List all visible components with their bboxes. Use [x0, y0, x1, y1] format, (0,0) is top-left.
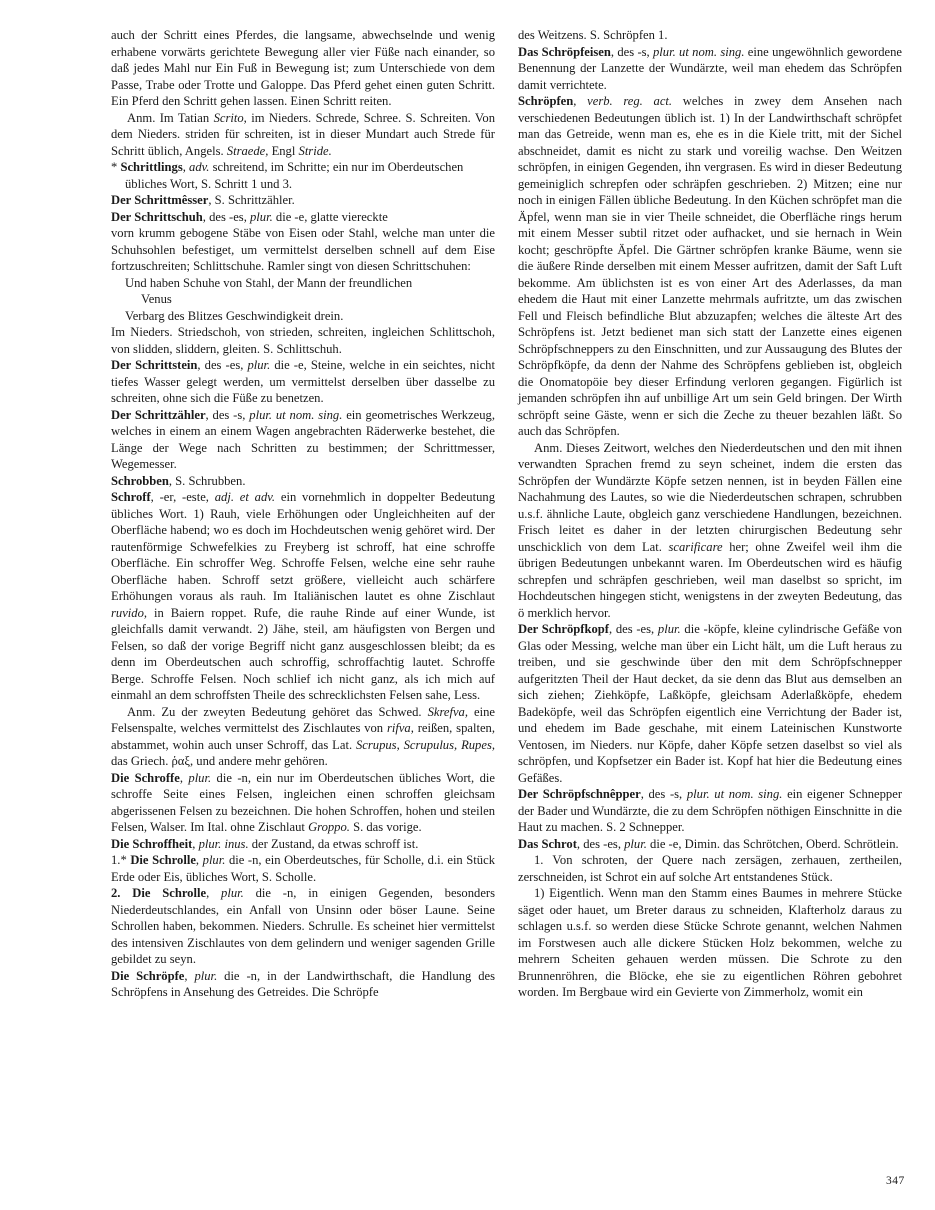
entry-schroff: Schroff, -er, -este, adj. et adv. ein vornehmlich in doppelter Bedeutung übliches Wort. 1) Rauh, viele Erhöhungen oder Ungleichheiten auf der Oberfläche habend; wo es doch im Hochdeutschen wenig gehöret wird. Der rautenförmige Schwefelkies zu Freyberg ist schroff, hat eine schroffe Oberfläche. Ein schroffer Weg. Schroffe Felsen, welche eine sehr rauhe Oberfläche haben. Schroff setzt größere, vielleicht auch schärfere Erhöhungen voraus als rauh. Im Italiänischen lautet es ohne Zischlaut ruvido, in Baiern roppet. Rufe, die rauhe Rinde auf einer Wunde, ist gleichfalls damit verwandt. 2) Jähe, steil, am häufigsten von Bergen und Felsen, so daß der vorige Begriff nicht ganz ausgeschlossen bleibt; da es denn im Oberdeutschen auch schroffig, schroffachtig lautet. Schroffe Berge. Schroffe Felsen. Noch schlief ich nicht ganz, als ich mich auf einmahl an dem schroffsten Theile des schrecklichsten Felsen sahe, Less.	[111, 490, 495, 702]
verse-line-2: Venus	[141, 292, 172, 306]
entry-schroepfen-anm: Anm. Dieses Zeitwort, welches den Niederdeutschen und den mit ihnen verwandten Sprachen fremd zu seyn scheinet, indem die ersten das Schröpfen der Wundärzte Köpfe setzen nennen, ist in beyden Fällen eine Nachahmung des Lautes, so wie die Niederdeutschen schrapen, schrubben u.s.f. ähnliche Laute, obgleich ganz verschiedene Handlungen, bezeichnen. Frisch leitet es daher in der letzten chirurgischen Bedeutung sehr unschicklich von dem Lat. scarificare her; ohne Zweifel weil ihm die übrigen Bedeutungen unbekannt waren. Im Oberdeutschen wird es häufig schrepfen und schräpfen geschrieben, weil man daselbst so spricht, im Hochdeutschen hingegen sticht, wenigstens in der zweyten Bedeutung, das ö merklich hervor.	[518, 440, 902, 620]
entry-schroepfkopf: Der Schröpfkopf, des -es, plur. die -köpfe, kleine cylindrische Gefäße von Glas oder Messing, welche man über ein Licht hält, um die Luft heraus zu treiben, und sie geschwinde über den mit dem Schröpfschnepper aufgeritzten Theil der Haut decket, da sie denn das Blut aus demselben an sich ziehen; Ziehköpfe, Laßköpfe, gleichsam Aderlaßköpfe, ehedem Badeköpfe, weil das Schröpfen eigentlich eine Verrichtung der Bader ist, und ehedem im Bade geschahe, mit einem Lateinischen Kunstworte Ventosen, im Nieders. nur Köpfe, daher Köpfe setzen daselbst so viel als schröpfen, und Kopfsetzer ein Bader ist. Kopf hat hier die Bedeutung eines Gefäßes.	[518, 622, 902, 785]
entry-schrittschuh-nieders: Im Nieders. Striedschoh, von strieden, schreiten, ingleichen Schlittschoh, von slidden, sliddern, gleiten. S. Schlittschuh.	[111, 325, 495, 356]
entry-schroepfschnepper: Der Schröpfschnêpper, des -s, plur. ut nom. sing. ein eigener Schnepper der Bader und Wundärzte, die zu dem Schröpfen nöthigen Einschnitte in die Haut zu machen. S. 2 Schnepper.	[518, 787, 903, 834]
entry-schrittschuh-cont: vorn krumm gebogene Stäbe von Eisen oder Stahl, welche man unter die Schuhsohlen befestiget, um vermittelst derselben schnell auf dem Eise fortzuschreiten; Schlittschuhe. Ramler singt von diesen Schrittschuhen:	[111, 226, 495, 273]
paragraph-schritt-anm: Anm. Im Tatian Scrito, im Nieders. Schrede, Schree. S. Schreiten. Von dem Nieders. striden für schreiten, ist in dieser Mundart auch Strede für Schritt üblich, Angels. Straede, Engl Stride.	[111, 110, 495, 158]
entry-schrolle-1: 1.* Die Schrolle, plur. die -n, ein Oberdeutsches, für Scholle, d.i. ein Stück Erde oder Eis, übliches Wort, S. Scholle.	[111, 853, 495, 884]
entry-schrolle-2: 2. Die Schrolle, plur. die -n, in einigen Gegenden, besonders Niederdeutschlandes, ein Anfall von Unsinn oder böser Laune. Seine Schrollen haben, bekommen. Nieders. Schrulle. Es scheinet hier vermittelst des intensiven Zischlautes von dem gelindern und weniger sagenden Grille gebildet zu seyn.	[111, 886, 496, 966]
entry-schrittlings-cont: übliches Wort, S. Schritt 1 und 3.	[125, 176, 293, 191]
right-column	[518, 27, 902, 1001]
entry-schroepfe-cont: des Weitzens. S. Schröpfen 1.	[518, 28, 668, 42]
entry-schrittlings: * Schrittlings, adv. schreitend, im Schritte; ein nur im Oberdeutschen	[111, 160, 464, 174]
entry-schrobben: Schrobben, S. Schrubben.	[111, 473, 246, 488]
entry-schrittzaehler: Der Schrittzähler, des -s, plur. ut nom. sing. ein geometrisches Werkzeug, welches in einem an einem Wagen angebrachten Räderwerke bestehet, die Länge der Wege nach Schritten zu bestimmen; der Schrittmesser, Wegemesser.	[111, 407, 495, 471]
page-number: 347	[886, 1175, 905, 1187]
entry-schroepfe: Die Schröpfe, plur. die -n, in der Landwirthschaft, die Handlung des Schröpfens in Ansehung des Getreides. Die Schröpfe	[111, 968, 496, 999]
entry-schrot-sense-1-1: 1) Eigentlich. Wenn man den Stamm eines Baumes in mehrere Stücke säget oder hauet, um Breter daraus zu schneiden, Klafterholz daraus zu schlagen u.s.f. so werden diese Stücke Schrote genannt, welchen Nahmen im Forstwesen auch alle dickere Stücken Holz bekommen, welche zu mehrern Scheiten gehauen werden müssen. Die Schrote zu den Brunnenröhren, die Blöcke, ehe sie zu eigentlichen Röhren gebohret worden. Im Bergbaue wird ein Gevierte von Zimmerholz, womit ein	[518, 886, 902, 999]
entry-schroepfen: Schröpfen, verb. reg. act. welches in zwey dem Ansehen nach verschiedenen Bedeutungen üblich ist. 1) In der Landwirthschaft schröpfet man das Getreide, wenn man es, ehe es in die Kiele tritt, mit der Sichel abschneidet, damit es nicht zu stark und voreilig wachse. Den Weitzen schröpfen, in einigen Gegenden, ihn vergrasen. Es wird in dieser Bedeutung gemeiniglich schrepfen oder schräpfen geschrieben. 2) Mitzen; eine nur noch in einigen Fällen übliche Bedeutung. In den Küchen schröpfet man die Äpfel, wenn man sie in vier Theile schneidet, die Oberfläche rings herum mit einem Messer subtil ritzet oder aufhacket, und sie hernach in Wein kocht; geschröpfte Äpfel. Die Gärtner schröpfen kranke Bäume, wenn sie die äußere Rinde derselben mit einem Messer aufritzen, damit der Saft Luft bekomme. Am üblichsten ist es von einer Art des Aderlasses, da man ehedem die Haut mit einer Lanzette mehrmals aufritzte, um das zwischen Fell und Fleisch befindliche Blut abzuzapfen; welches die älteste Art des Schröpfens ist. Jetzt bedienet man sich statt der Lanzette eines eigenen Schröpfschneppers zu den Einschnitten, und zur Aussaugung des Blutes der Schröpfköpfe, da denn der Nahme des Schröpfens geblieben ist, obgleich die Onomatopöie bey dieser Erfindung verloren gegangen. Figürlich ist jemanden schröpfen ihn auf unbillige Art um sein Geld bringen. Der Wirth schröpft seine Gäste, wenn er sich die Zeche zu theuer bezahlen läßt. So auch das Schröpfen.	[518, 94, 903, 438]
entry-schroepfeisen: Das Schröpfeisen, des -s, plur. ut nom. sing. eine ungewöhnlich gewordene Benennung der Lanzette der Wundärzte, weil man ehedem das Schröpfen damit verrichtete.	[518, 44, 902, 92]
entry-schrittschuh: Der Schrittschuh, des -es, plur. die -e, glatte viereckte	[111, 209, 388, 224]
entry-schrot-sense-1: 1. Von schroten, der Quere nach zersägen, zerhauen, zertheilen, zerschneiden, ist Schrot ein auf solche Art entstandenes Stück.	[518, 853, 902, 884]
left-column	[111, 27, 495, 1001]
entry-schrot: Das Schrot, des -es, plur. die -e, Dimin. das Schrötchen, Oberd. Schrötlein.	[518, 836, 899, 851]
verse-line-3: Verbarg des Blitzes Geschwindigkeit drein.	[125, 308, 344, 323]
verse-line-1: Und haben Schuhe von Stahl, der Mann der freundlichen	[125, 275, 413, 290]
entry-schrittmesser: Der Schrittmêsser, S. Schrittzähler.	[111, 193, 295, 207]
entry-schroffheit: Die Schroffheit, plur. inus. der Zustand, da etwas schroff ist.	[111, 836, 419, 851]
entry-schroff-anm: Anm. Zu der zweyten Bedeutung gehöret das Schwed. Skrefva, eine Felsenspalte, welches vermittelst des Zischlautes von rifva, reißen, spalten, abstammet, wohin auch unser Schroff, das Lat. Scrupus, Scrupulus, Rupes, das Griech. ῥαξ, und andere mehr gehören.	[111, 704, 496, 768]
paragraph-schritt-pferd: auch der Schritt eines Pferdes, die langsame, abwechselnde und wenig erhabene vorwärts gerichtete Bewegung aller vier Füße nach einander, so daß jedes Mahl nur Ein Fuß in Bewegung ist; zum Unterschiede von dem Passe, Trabe oder Trotte und Galoppe. Das Pferd gehet einen guten Schritt. Ein Pferd den Schritt gehen lassen. Einen Schritt reiten.	[111, 28, 495, 108]
entry-die-schroffe: Die Schroffe, plur. die -n, ein nur im Oberdeutschen übliches Wort, die schroffe Seite eines Felsen, ingleichen einen schroffen gleichsam abgerissenen Felsen zu bezeichnen. Die hohen Schroffen, hohen und steilen Felsen, Walser. Im Ital. ohne Zischlaut Groppo. S. das vorige.	[111, 770, 495, 834]
entry-schrittstein: Der Schrittstein, des -es, plur. die -e, Steine, welche in ein seichtes, nicht tiefes Wasser gelegt werden, um vermittelst derselben über dasselbe zu schreiten, ohne sich die Füße zu benetzen.	[111, 358, 495, 405]
